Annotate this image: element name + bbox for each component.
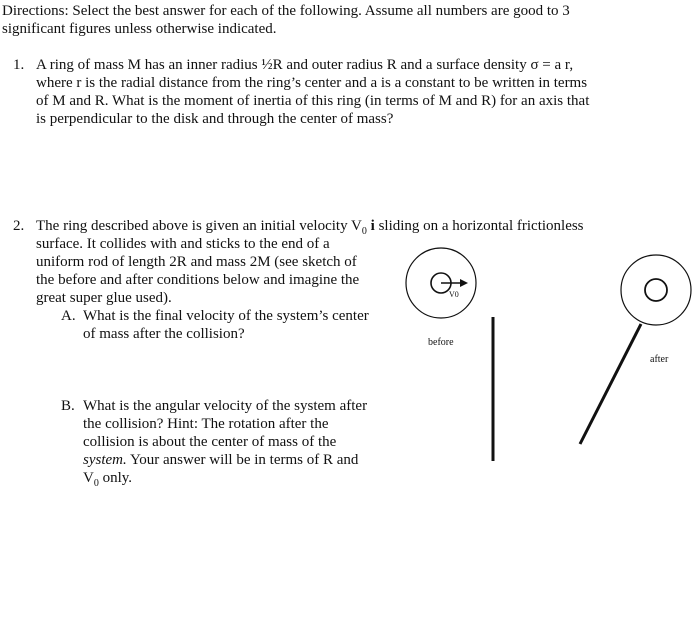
q1-line-2: where r is the radial distance from the ring’s center and a is a constant to be written in terms: [36, 75, 588, 91]
q1-line-3: of M and R. What is the moment of inertia of this ring (in terms of M and R) for an axis that: [36, 93, 590, 109]
q2a-line-2: of mass after the collision?: [83, 326, 245, 342]
q2b-line-3: collision is about the center of mass of the: [83, 434, 337, 450]
q2-line-2: surface. It collides with and sticks to the end of a: [36, 236, 330, 252]
q2b-label: B.: [61, 398, 75, 414]
q2-line-4: the before and after conditions below and imagine the: [36, 272, 360, 288]
q2a-line-1: What is the final velocity of the system’s center: [83, 308, 369, 324]
directions-line-1: Directions: Select the best answer for each of the following. Assume all numbers are good to 3: [2, 3, 570, 19]
before-label: before: [428, 337, 454, 348]
q2a-label: A.: [61, 308, 76, 324]
q2-number: 2.: [13, 218, 25, 234]
q1-line-1: A ring of mass M has an inner radius ½R and outer radius R and a surface density σ = a r,: [36, 57, 574, 73]
q2-line-5: great super glue used).: [36, 290, 172, 306]
velocity-arrow: [441, 279, 468, 287]
directions-line-2: significant figures unless otherwise indicated.: [2, 21, 277, 37]
q1-number: 1.: [13, 57, 25, 73]
after-label: after: [650, 354, 669, 365]
velocity-label: V0: [449, 290, 459, 299]
q1-line-4: is perpendicular to the disk and through the center of mass?: [36, 111, 394, 127]
after-rod: [580, 324, 641, 444]
q2b-line-4: system. Your answer will be in terms of R and: [83, 452, 359, 468]
q2b-line-2: the collision? Hint: The rotation after the: [83, 416, 329, 432]
q2-line-3: uniform rod of length 2R and mass 2M (see sketch of: [36, 254, 357, 270]
q2b-line-5: $V_0$ only.: [83, 470, 133, 489]
after-ring: [621, 255, 691, 325]
q2-line-1: The ring described above is given an initial velocity $V_0$ i sliding on a horizontal frictionless: [36, 218, 584, 237]
q2b-line-1: What is the angular velocity of the system after: [83, 398, 368, 414]
